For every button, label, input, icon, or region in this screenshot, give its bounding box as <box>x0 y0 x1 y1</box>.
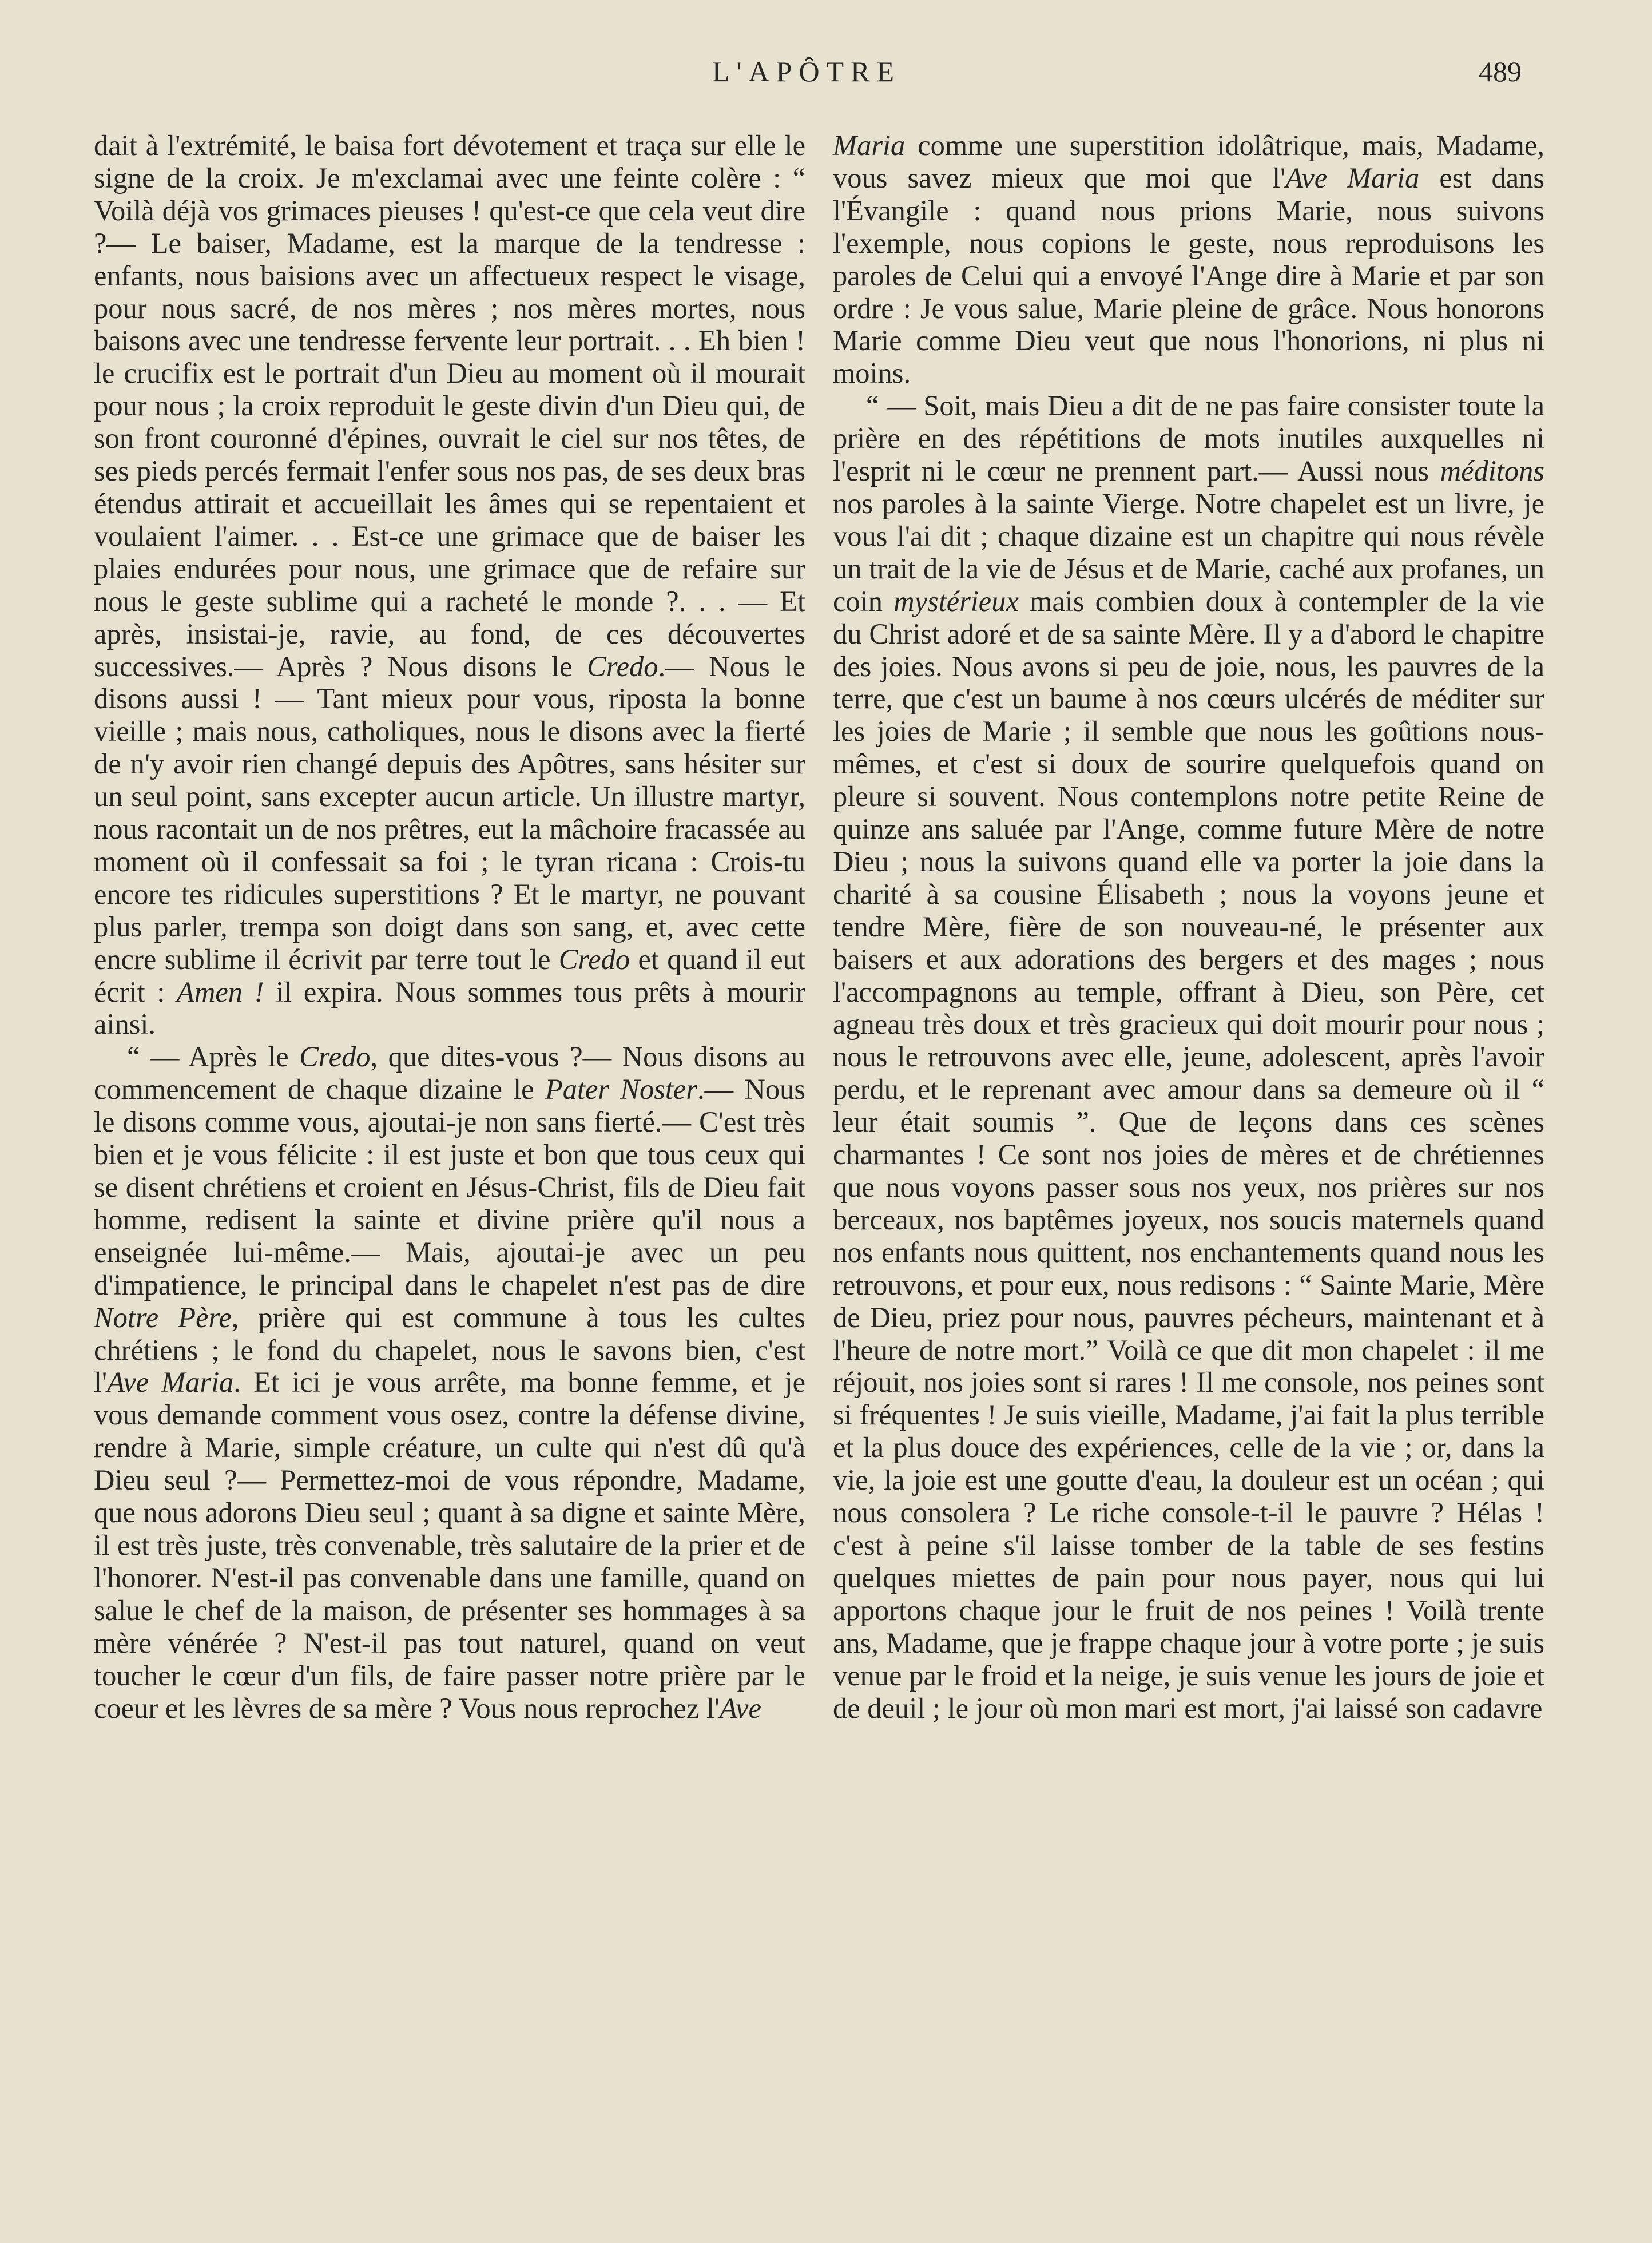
text-run: comme une superstition idolâtrique, mais, Madame, vous savez mieux que moi que l' <box>833 129 1544 194</box>
page-number: 489 <box>1479 55 1522 88</box>
text-run: nos paroles à la sainte Vierge. Notre chapelet est un livre, je vous l'ai dit ; chaque dizaine est un chapitre qui nous révèle un trait de la vie de Jésus et de Marie, caché aux profanes, un coin <box>833 487 1544 617</box>
italic-text: méditons <box>1440 455 1544 487</box>
italic-text: Ave Maria <box>107 1366 234 1399</box>
italic-text: Ave Maria <box>1285 161 1420 194</box>
italic-text: Maria <box>833 129 906 161</box>
italic-text: Ave <box>720 1692 761 1724</box>
paragraph <box>833 129 1544 390</box>
text-run: il expira. Nous sommes tous prêts à mourir ainsi. <box>94 975 805 1041</box>
paragraph <box>94 129 805 1041</box>
text-run: .— Nous le disons comme vous, ajoutai-je non sans fierté.— C'est très bien et je vous félicite : il est juste et bon que tous ceux qui se disent chrétiens et croient en Jésus-Christ, fils de Dieu fait homme, redisent la sainte et divine prière qu'il nous a enseignée lui-même.— Mais, ajoutai-je avec un peu d'impatience, le principal dans le chapelet n'est pas de dire <box>94 1073 805 1301</box>
text-run: est dans l'Évangile : quand nous prions Marie, nous suivons l'exemple, nous copions le geste, nous reproduisons les paroles de Celui qui a envoyé l'Ange dire à Marie et par son ordre : Je vous salue, Marie pleine de grâce. Nous honorons Marie comme Dieu veut que nous l'honorions, ni plus ni moins. <box>833 161 1545 390</box>
text-column-left <box>94 129 805 1724</box>
text-run: .— Nous le disons aussi ! — Tant mieux pour vous, riposta la bonne vieille ; mais nous, catholiques, nous le disons avec la fierté de n'y avoir rien changé depuis des Apôtres, sans hésiter sur un seul point, sans excepter aucun article. Un illustre martyr, nous racontait un de nos prêtres, eut la mâchoire fracassée au moment où il confessait sa foi ; le tyran ricana : Crois-tu encore tes ridicules superstitions ? Et le martyr, ne pouvant plus parler, trempa son doigt dans son sang, et, avec cette encre sublime il écrivit par terre tout le <box>94 650 805 975</box>
text-run: mais combien doux à contempler de la vie du Christ adoré et de sa sainte Mère. Il y a d'abord le chapitre des joies. Nous avons si peu de joie, nous, les pauvres de la terre, que c'est un baume à nos cœurs ulcérés de méditer sur les joies de Marie ; il semble que nous les goûtions nous-mêmes, et c'est si doux de sourire quelquefois quand on pleure si souvent. Nous contemplons notre petite Reine de quinze ans saluée par l'Ange, comme future Mère de notre Dieu ; nous la suivons quand elle va porter la joie dans la charité à sa cousine Élisabeth ; nous la voyons jeune et tendre Mère, fière de son nouveau-né, le présenter aux baisers et aux adorations des bergers et des mages ; nous l'accompagnons au temple, offrant à Dieu, son Père, cet agneau très doux et très gracieux qui doit mourir pour nous ; nous le retrouvons avec elle, jeune, adolescent, après l'avoir perdu, et le reprenant avec amour dans sa demeure où il “ leur était soumis ”. Que de leçons dans ces scènes charmantes ! Ce sont nos joies de mères et de chrétiennes que nous voyons passer sous nos yeux, nos prières sur nos berceaux, nos baptêmes joyeux, nos soucis maternels quand nos enfants nous quittent, nos enchantements quand nous les retrouvons, et pour eux, nous redisons : “ Sainte Marie, Mère de Dieu, priez pour nous, pauvres pécheurs, maintenant et à l'heure de notre mort.” Voilà ce que dit mon chapelet : il me réjouit, nos joies sont si rares ! Il me console, nos peines sont si fréquentes ! Je suis vieille, Madame, j'ai fait la plus terrible et la plus douce des expériences, celle de la vie ; or, dans la vie, la joie est une goutte d'eau, la douleur est un océan ; qui nous consolera ? Le riche console-t-il le pauvre ? Hélas ! c'est à peine s'il laisse tomber de la table de ses festins quelques miettes de pain pour nous payer, nous qui lui apportons chaque jour le fruit de nos peines ! Voilà trente ans, Madame, que je frappe chaque jour à votre porte ; je suis venue par le froid et la neige, je suis venue les jours de joie et de deuil ; le jour où mon mari est mort, j'ai laissé son cadavre <box>833 585 1545 1724</box>
text-column-right <box>833 129 1544 1724</box>
text-run: . Et ici je vous arrête, ma bonne femme, et je vous demande comment vous osez, contre la défense divine, rendre à Marie, simple créature, un culte qui n'est dû qu'à Dieu seul ?— Permettez-moi de vous répondre, Madame, que nous adorons Dieu seul ; quant à sa digne et sainte Mère, il est très juste, très convenable, très salutaire de la prier et de l'honorer. N'est-il pas convenable dans une famille, quand on salue le chef de la maison, de présenter ses hommages à sa mère vénérée ? N'est-il pas tout naturel, quand on veut toucher le cœur d'un fils, de faire passer notre prière par le coeur et les lèvres de sa mère ? Vous nous reprochez l' <box>94 1366 805 1724</box>
paragraph <box>94 1041 805 1724</box>
italic-text: Pater Noster <box>545 1073 697 1106</box>
text-run: , prière qui est commune à tous les cultes chrétiens ; le fond du chapelet, nous le savons bien, c'est l' <box>94 1301 805 1399</box>
text-run: dait à l'extrémité, le baisa fort dévotement et traça sur elle le signe de la croix. Je m'exclamai avec une feinte colère : “ Voilà déjà vos grimaces pieuses ! qu'est-ce que cela veut dire ?— Le baiser, Madame, est la marque de la tendresse : enfants, nous baisions avec un affectueux respect le visage, pour nous sacré, de nos mères ; nos mères mortes, nous baisons avec une tendresse fervente leur portrait. . . Eh bien ! le crucifix est le portrait d'un Dieu au moment où il mourait pour nous ; la croix reproduit le geste divin d'un Dieu qui, de son front couronné d'épines, ouvrait le ciel sur nos têtes, de ses pieds percés fermait l'enfer sous nos pas, de ses deux bras étendus attirait et accueillait les âmes qui se repentaient et voulaient l'aimer. . . Est-ce une grimace que de baiser les plaies endurées pour nous, une grimace que de refaire sur nous le geste sublime qui a racheté le monde ?. . . — Et après, insistai-je, ravie, au fond, de ces découvertes successives.— Après ? Nous disons le <box>94 129 805 682</box>
text-run: “ — Soit, mais Dieu a dit de ne pas faire consister toute la prière en des répétitions de mots inutiles auxquelles ni l'esprit ni le cœur ne prennent part.— Aussi nous <box>833 390 1544 487</box>
running-title: L'APÔTRE <box>712 55 901 88</box>
text-run: “ — Après le <box>127 1041 300 1073</box>
italic-text: Credo <box>299 1041 371 1073</box>
italic-text: Notre Père <box>94 1301 232 1333</box>
text-run: et quand il eut écrit : <box>94 943 806 1008</box>
running-header <box>92 55 1522 95</box>
italic-text: Credo <box>587 650 658 682</box>
italic-text: Amen ! <box>177 975 264 1008</box>
paragraph <box>833 390 1544 1724</box>
text-run: , que dites-vous ?— Nous disons au commencement de chaque dizaine le <box>94 1041 805 1106</box>
italic-text: mystérieux <box>893 585 1019 617</box>
italic-text: Credo <box>558 943 630 975</box>
